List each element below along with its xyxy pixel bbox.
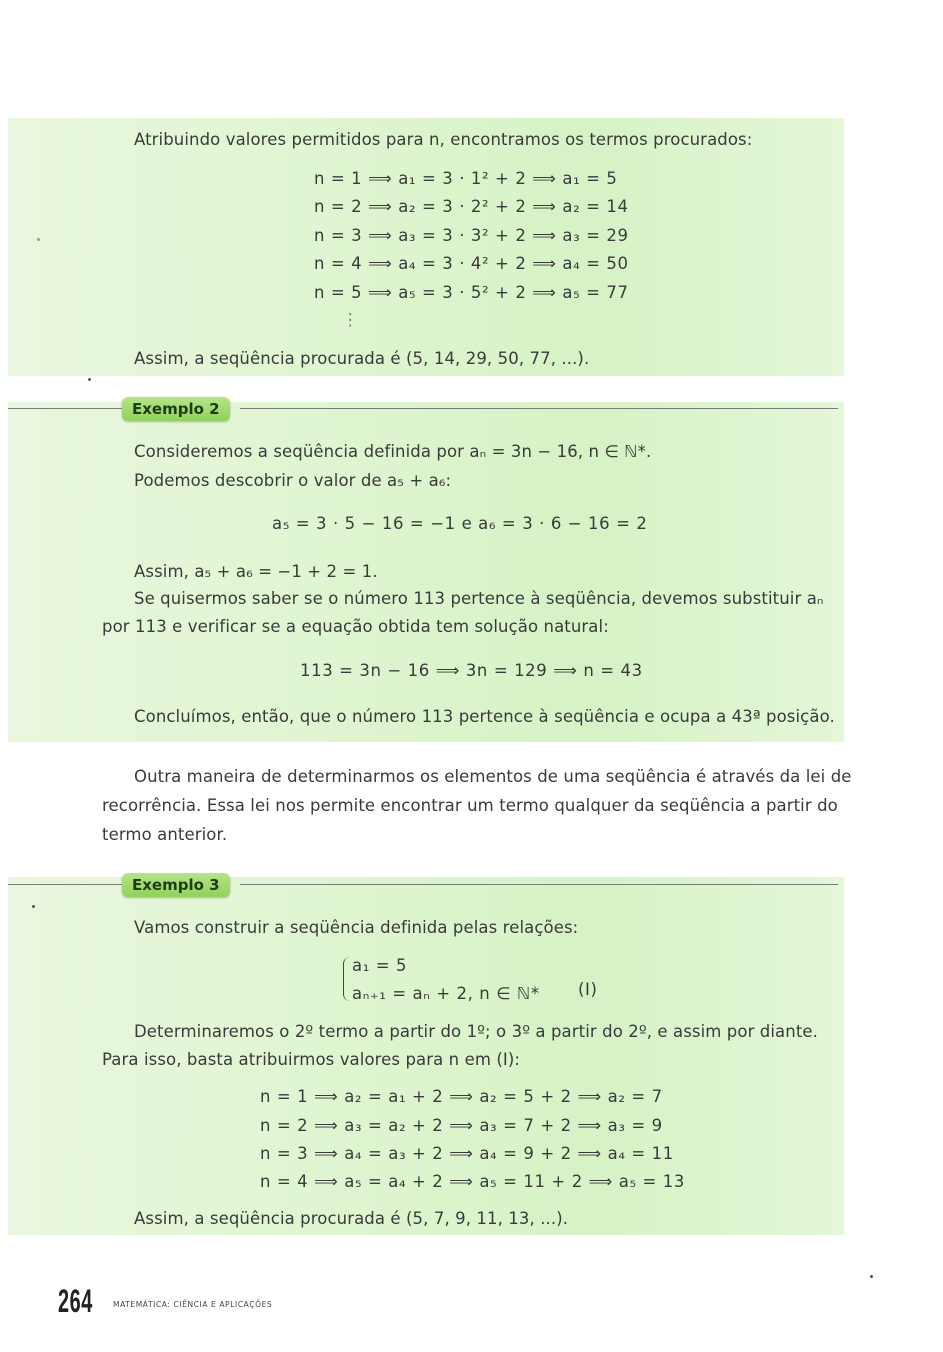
ex2-line-4: Se quisermos saber se o número 113 pertence à seqüência, devemos substituir aₙ <box>134 589 824 608</box>
ex3-line-1: Determinaremos o 2º termo a partir do 1º; o 3º a partir do 2º, e assim por diante. <box>134 1022 818 1041</box>
ex3-divider-right <box>240 884 838 885</box>
ex1-intro: Atribuindo valores permitidos para n, encontramos os termos procurados: <box>134 130 753 149</box>
ex3-system-line-1: a₁ = 5 <box>352 956 408 975</box>
ex2-formula: a₅ = 3 · 5 − 16 = −1 e a₆ = 3 · 6 − 16 = 2 <box>272 514 648 533</box>
ex3-calc-line-4: n = 4 ⟹ a₅ = a₄ + 2 ⟹ a₅ = 11 + 2 ⟹ a₅ = 13 <box>260 1172 685 1191</box>
paragraph-line-1: Outra maneira de determinarmos os elementos de uma seqüência é através da lei de <box>134 767 852 786</box>
ex3-calc-line-2: n = 2 ⟹ a₃ = a₂ + 2 ⟹ a₃ = 7 + 2 ⟹ a₃ = 9 <box>260 1116 663 1135</box>
ex1-line-2: n = 2 ⟹ a₂ = 3 · 2² + 2 ⟹ a₂ = 14 <box>314 197 629 216</box>
ex1-conclusion: Assim, a seqüência procurada é (5, 14, 29, 50, 77, ...). <box>134 349 590 368</box>
ex2-line-3: Assim, a₅ + a₆ = −1 + 2 = 1. <box>134 562 378 581</box>
ex2-line-2: Podemos descobrir o valor de a₅ + a₆: <box>134 471 452 490</box>
ex3-divider-left <box>8 884 122 885</box>
ex2-label: Exemplo 2 <box>122 397 230 421</box>
ex2-conclusion: Concluímos, então, que o número 113 pertence à seqüência e ocupa a 43ª posição. <box>134 707 835 726</box>
ex3-calc-line-1: n = 1 ⟹ a₂ = a₁ + 2 ⟹ a₂ = 5 + 2 ⟹ a₂ = 7 <box>260 1087 663 1106</box>
ex1-line-5: n = 5 ⟹ a₅ = 3 · 5² + 2 ⟹ a₅ = 77 <box>314 283 629 302</box>
ex2-equation: 113 = 3n − 16 ⟹ 3n = 129 ⟹ n = 43 <box>300 661 643 680</box>
scan-speck <box>32 905 35 908</box>
scan-speck <box>37 238 40 241</box>
page-number: 264 <box>58 1283 93 1319</box>
ex1-line-1: n = 1 ⟹ a₁ = 3 · 1² + 2 ⟹ a₁ = 5 <box>314 169 618 188</box>
paragraph-line-2: recorrência. Essa lei nos permite encontrar um termo qualquer da seqüência a partir do <box>102 796 838 815</box>
ex3-system-brace <box>343 957 350 1001</box>
ex2-divider-left <box>8 408 122 409</box>
ex3-calc-line-3: n = 3 ⟹ a₄ = a₃ + 2 ⟹ a₄ = 9 + 2 ⟹ a₄ = 11 <box>260 1144 674 1163</box>
ex1-vdots: ⋮ <box>342 310 360 329</box>
ex3-conclusion: Assim, a seqüência procurada é (5, 7, 9, 11, 13, ...). <box>134 1209 569 1228</box>
ex2-divider-right <box>240 408 838 409</box>
paragraph-line-3: termo anterior. <box>102 825 228 844</box>
ex3-system-tag: (I) <box>578 980 598 999</box>
ex3-label: Exemplo 3 <box>122 873 230 897</box>
ex3-line-2: Para isso, basta atribuirmos valores para n em (I): <box>102 1050 521 1069</box>
scan-speck <box>88 378 91 381</box>
ex2-line-1: Consideremos a seqüência definida por aₙ = 3n − 16, n ∈ ℕ*. <box>134 442 652 461</box>
scan-speck <box>870 1275 873 1278</box>
book-title: MATEMÁTICA: CIÊNCIA E APLICAÇÕES <box>113 1300 273 1309</box>
ex1-line-3: n = 3 ⟹ a₃ = 3 · 3² + 2 ⟹ a₃ = 29 <box>314 226 629 245</box>
ex2-line-5: por 113 e verificar se a equação obtida tem solução natural: <box>102 617 609 636</box>
ex3-intro: Vamos construir a seqüência definida pelas relações: <box>134 918 579 937</box>
ex3-system-line-2: aₙ₊₁ = aₙ + 2, n ∈ ℕ* <box>352 984 540 1003</box>
ex1-line-4: n = 4 ⟹ a₄ = 3 · 4² + 2 ⟹ a₄ = 50 <box>314 254 629 273</box>
